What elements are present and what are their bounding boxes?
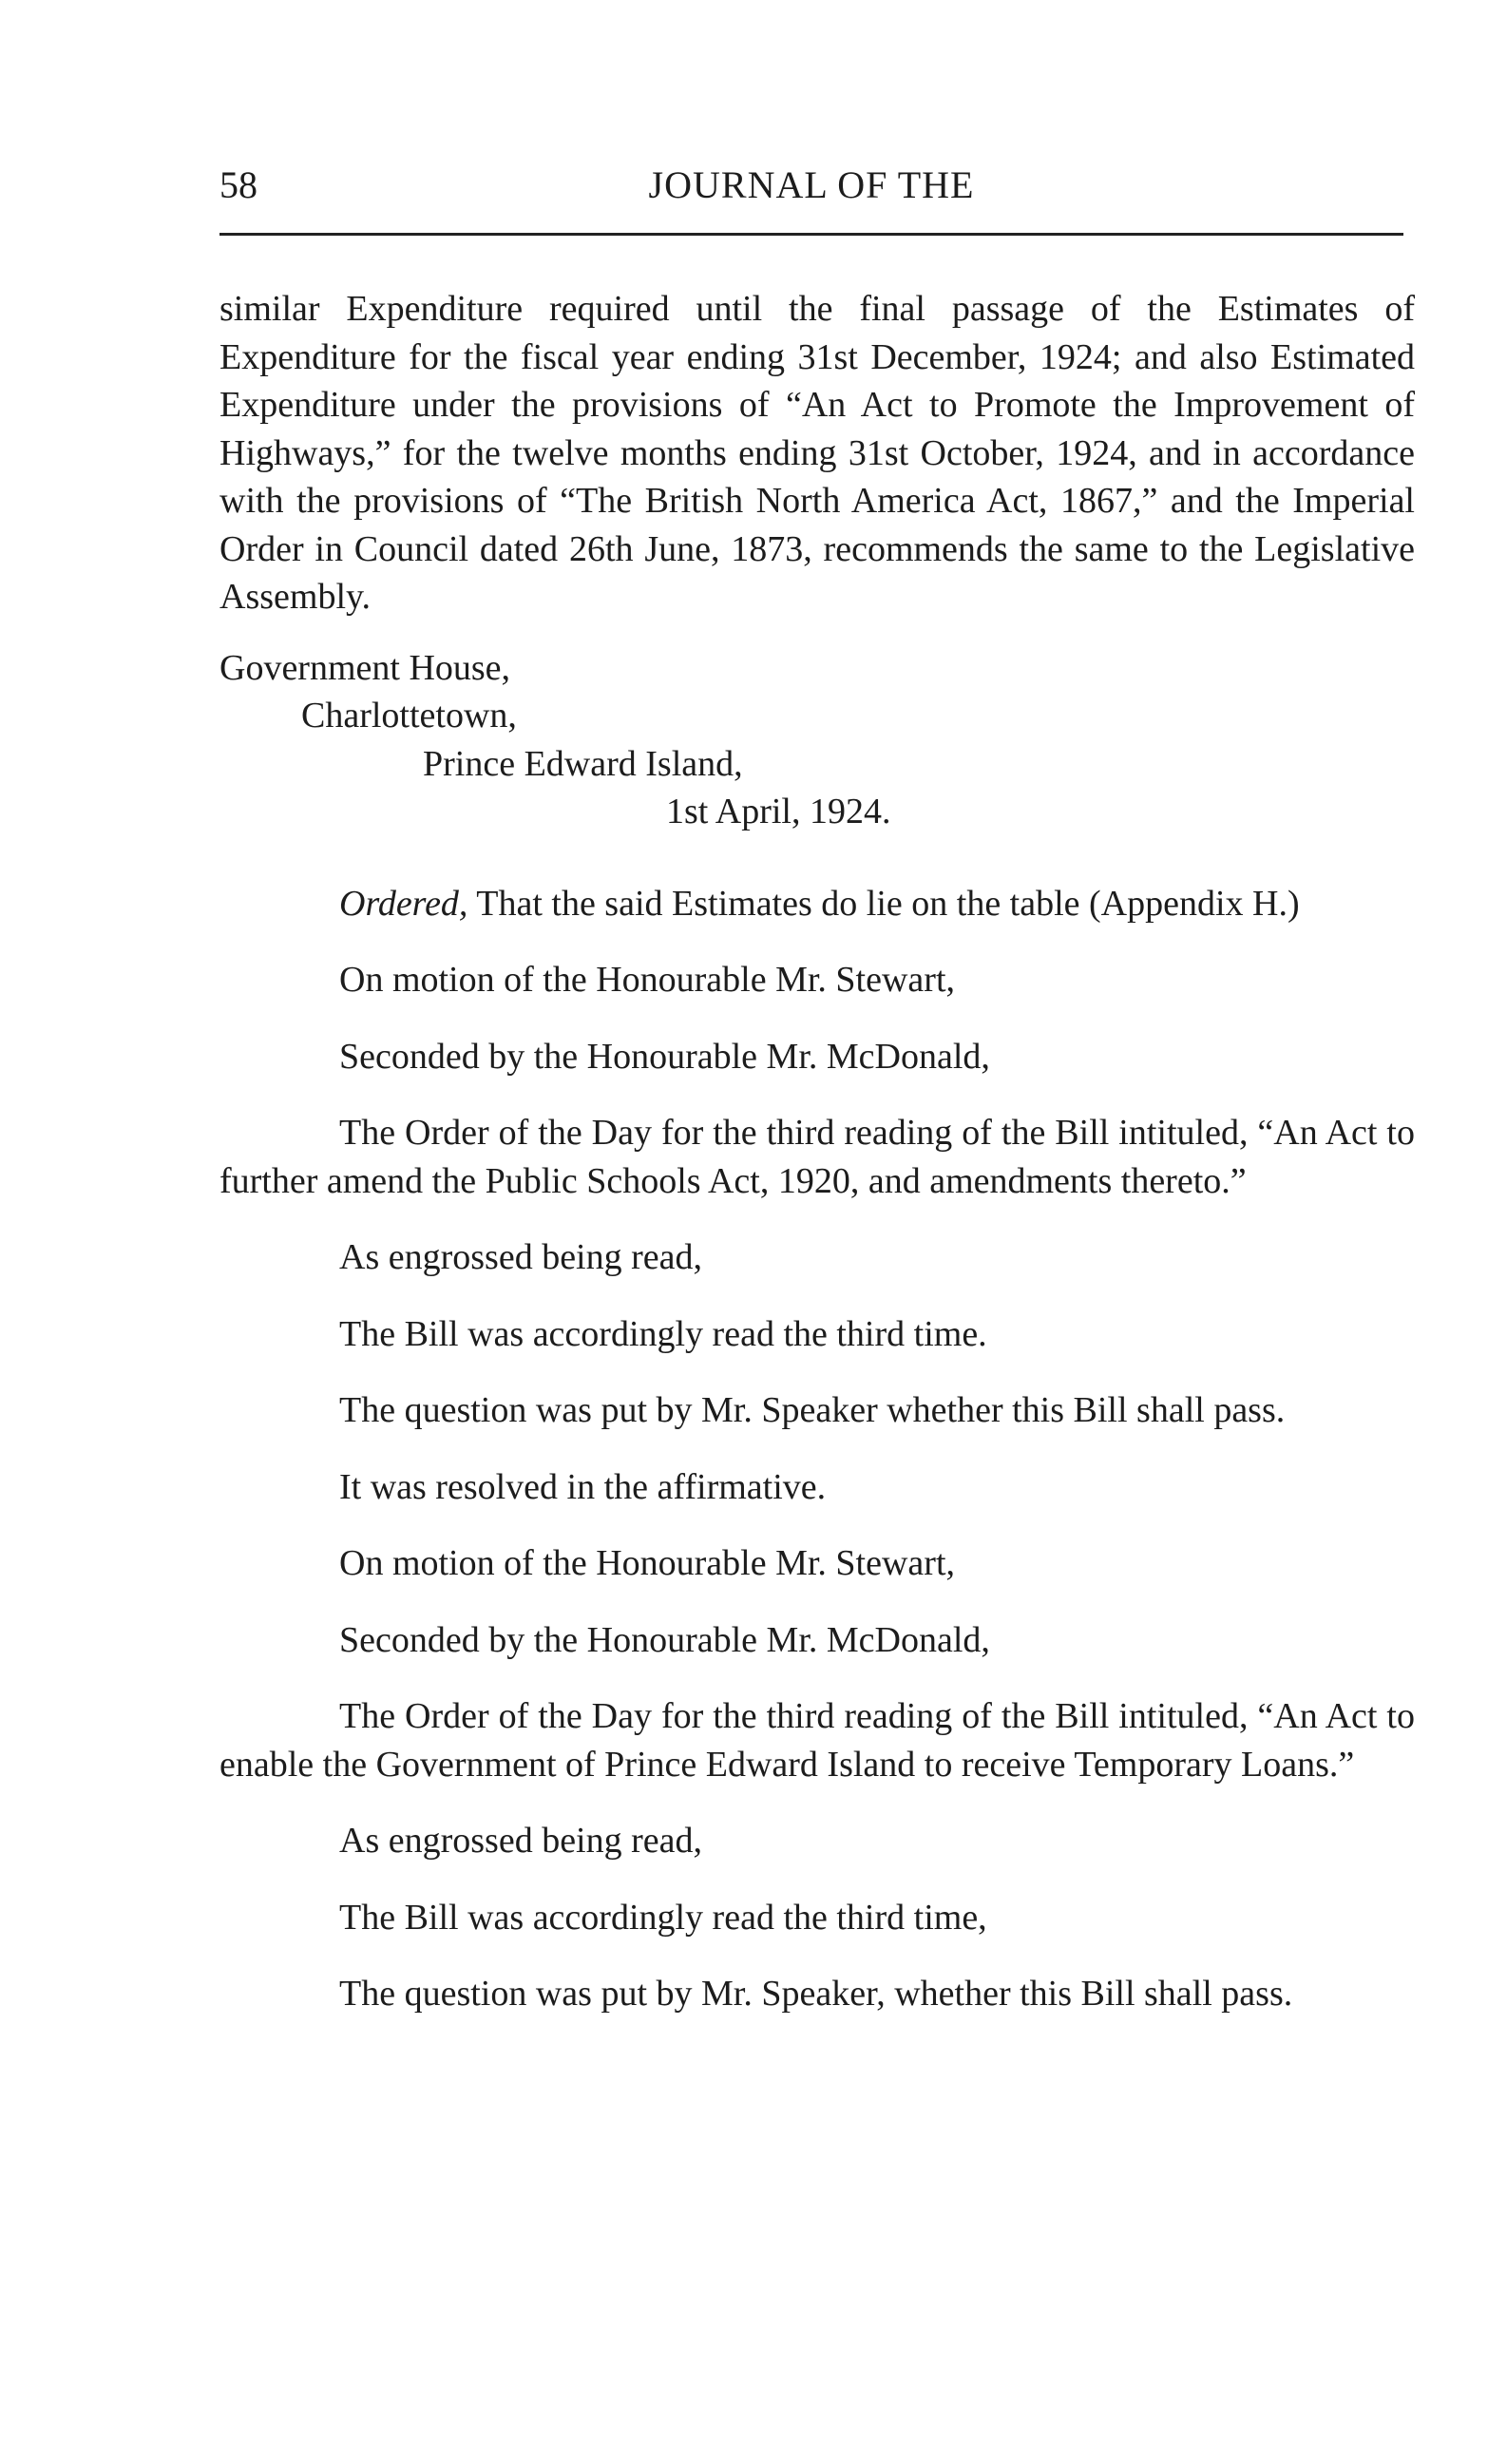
address-line: Government House, — [219, 647, 511, 688]
ordered-text: That the said Estimates do lie on the table (Appendix H.) — [467, 883, 1300, 924]
paragraph-seconded: Seconded by the Honourable Mr. McDonald, — [339, 1619, 990, 1660]
paragraph-read: The Bill was accordingly read the third time, — [339, 1897, 987, 1938]
paragraph-question: The question was put by Mr. Speaker, whether this Bill shall pass. — [339, 1974, 1293, 2014]
running-head: JOURNAL OF THE — [648, 163, 975, 206]
paragraph-motion: On motion of the Honourable Mr. Stewart, — [339, 960, 956, 1000]
paragraph-seconded: Seconded by the Honourable Mr. McDonald, — [339, 1036, 990, 1077]
address-line: Prince Edward Island, — [423, 743, 743, 784]
address-block — [219, 644, 1415, 836]
body-text — [219, 285, 1415, 2018]
address-line: Charlottetown, — [301, 696, 517, 735]
paragraph-continuation: similar Expenditure required until the final passage of the Estimates of Expenditure for the fiscal year ending 31st December, 1924; and also Estimated Expenditure under the provisions of “An Act to Promote the Improvement of Highways,” for the twelve months ending 31st October, 1924, and in accordance with the provisions of “The British North America Act, 1867,” and the Imperial Order in Council dated 26th June, 1873, recommends the same to the Legislative Assembly. — [219, 289, 1415, 617]
paragraph-order-of-day: The Order of the Day for the third reading of the Bill intituled, “An Act to further amend the Public Schools Act, 1920, and amendments thereto.” — [219, 1113, 1415, 1201]
ordered-label: Ordered, — [339, 883, 468, 924]
paragraph-question: The question was put by Mr. Speaker whether this Bill shall pass. — [339, 1390, 1286, 1430]
address-date: 1st April, 1924. — [666, 792, 891, 831]
paragraph-ordered — [219, 880, 1415, 928]
paragraph-order-of-day: The Order of the Day for the third reading of the Bill intituled, “An Act to enable the Government of Prince Edward Island to receive Temporary Loans.” — [219, 1696, 1415, 1785]
paragraph-engrossed: As engrossed being read, — [339, 1821, 703, 1861]
header-rule — [219, 233, 1403, 236]
paragraph-engrossed: As engrossed being read, — [339, 1237, 703, 1277]
paragraph-resolved: It was resolved in the affirmative. — [339, 1466, 827, 1507]
page-number: 58 — [219, 163, 258, 206]
page-header — [219, 162, 1403, 209]
paragraph-read: The Bill was accordingly read the third time. — [339, 1313, 987, 1354]
paragraph-motion: On motion of the Honourable Mr. Stewart, — [339, 1543, 956, 1583]
